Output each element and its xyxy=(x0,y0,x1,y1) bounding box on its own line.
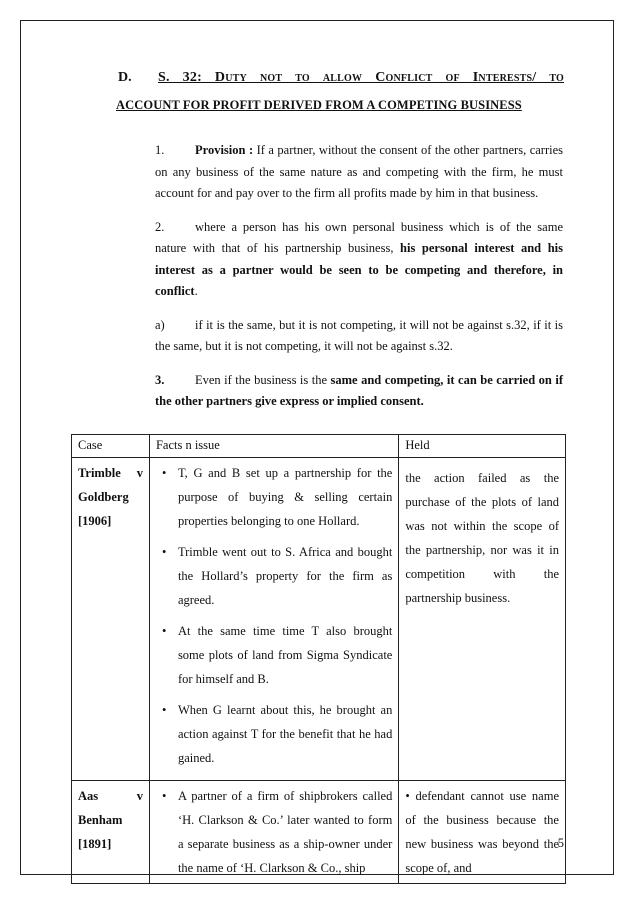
page-number: 5 xyxy=(557,836,564,850)
paragraph-bold-text: same and competing, it can be carried on if the other partners give express or implied consent. xyxy=(155,372,563,408)
paragraph-text: If a partner, without the consent of the other partners, carries on any business of the same nature as and competing with the firm, he must account for and pay over to the firm all profits made by him in that business. xyxy=(155,143,563,200)
paragraph-3 xyxy=(155,370,563,413)
table-header-row xyxy=(72,435,566,458)
paragraph-text: Even if the business is the xyxy=(195,372,331,387)
paragraph-2 xyxy=(155,217,563,303)
sub-label: a) xyxy=(155,317,165,332)
paragraph-1 xyxy=(155,140,563,205)
case-name: Aas v Benham [1891] xyxy=(72,781,150,884)
paragraph-bold-text: his personal interest and his interest as a partner would be seen to be competing and therefore, in conflict xyxy=(155,241,564,298)
case-table xyxy=(71,434,566,884)
case-held: the action failed as the purchase of the plots of land was not within the scope of the partnership, nor was it in competition with the partnership business. xyxy=(399,458,566,781)
paragraph-end: . xyxy=(194,284,198,298)
body-text xyxy=(155,140,563,425)
sub-text: if it is the same, but it is not competing, it will not be against s.32, if it is the same, but it is not competing, it will not be against s.32. xyxy=(155,317,563,353)
section-title-line2: ACCOUNT FOR PROFIT DERIVED FROM A COMPETING BUSINESS xyxy=(116,98,522,112)
list-item: • Trimble went out to S. Africa and bought the Hollard’s property for the firm as agreed. xyxy=(178,540,392,612)
case-facts xyxy=(149,458,398,781)
paragraph-number: 2. xyxy=(155,219,165,234)
table-row xyxy=(72,458,566,781)
header-facts: Facts n issue xyxy=(149,435,398,458)
provision-label: Provision : xyxy=(195,143,254,157)
list-item: • When G learnt about this, he brought an action against T for the benefit that he had gained. xyxy=(178,698,392,770)
section-heading xyxy=(118,70,564,113)
header-case: Case xyxy=(72,435,150,458)
section-title-line1: S. 32: Duty not to allow Conflict of Interests/ to xyxy=(158,70,564,85)
case-facts xyxy=(149,781,398,884)
list-item: • At the same time time T also brought some plots of land from Sigma Syndicate for himself and B. xyxy=(178,619,392,691)
header-held: Held xyxy=(399,435,566,458)
table-row xyxy=(72,781,566,884)
case-name: Trimble v Goldberg [1906] xyxy=(72,458,150,781)
list-item: • A partner of a firm of shipbrokers called ‘H. Clarkson & Co.’ later wanted to form a separate business as a ship-owner under the name of ‘H. Clarkson & Co., ship xyxy=(178,784,392,880)
paragraph-text: where a person has his own personal business which is of the same nature with that of his partnership business, xyxy=(155,219,563,255)
case-held: • defendant cannot use name of the business because the new business was beyond the scope of, and xyxy=(399,781,566,884)
paragraph-number: 1. xyxy=(155,143,165,157)
paragraph-2a xyxy=(155,315,563,358)
section-label: D. xyxy=(118,70,132,85)
list-item: • T, G and B set up a partnership for the purpose of buying & selling certain properties belonging to one Hollard. xyxy=(178,461,392,533)
paragraph-number: 3. xyxy=(155,372,165,387)
